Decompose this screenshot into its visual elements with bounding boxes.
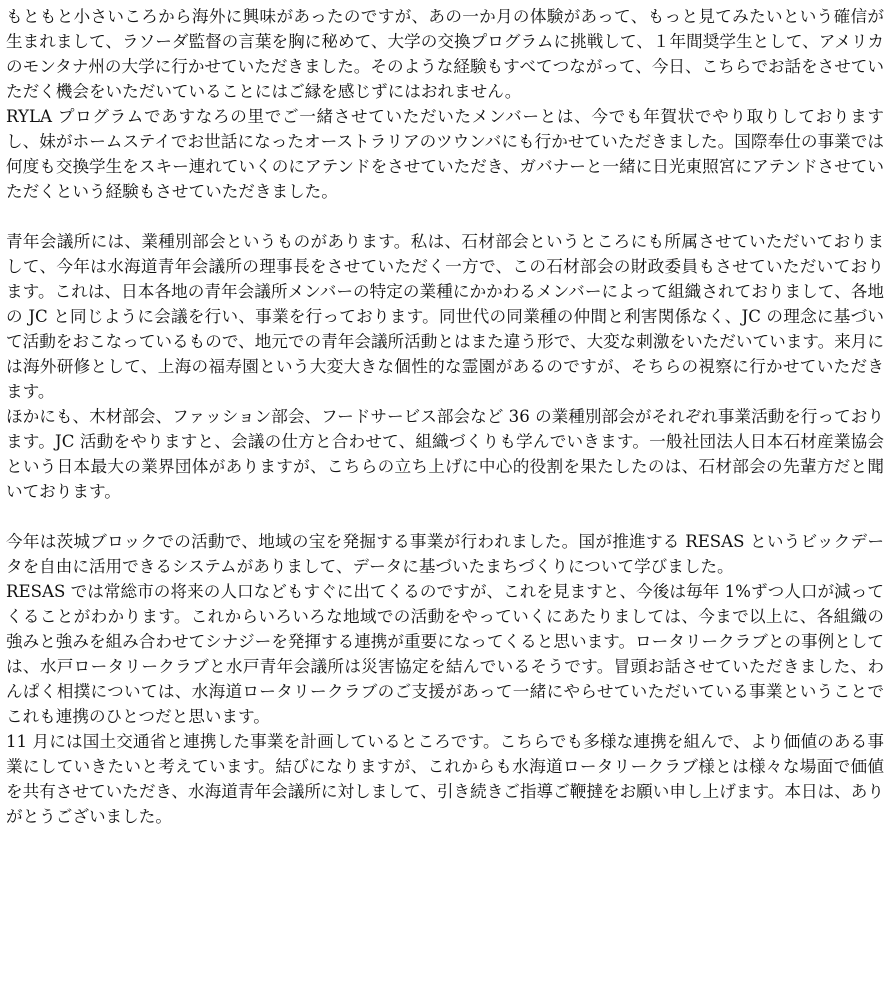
paragraph-ryla-program: RYLA プログラムであすなろの里でご一緒させていただいたメンバーとは、今でも年賀状でやり取りしておりますし、妹がホームステイでお世話になったオーストラリアのツウンバにも行かせていただきました。国際奉仕の事業では何度も交換学生をスキー連れていくのにアテンドをさせていただき、ガバナーと一緒に日光東照宮にアテンドさせていただくという経験もさせていただきました。 [6, 107, 884, 201]
paragraph-resas-collaboration: RESAS では常総市の将来の人口などもすぐに出てくるのですが、これを見ますと、今後は毎年 1%ずつ人口が減ってくることがわかります。これからいろいろな地域での活動をやっていくにあたりましては、今まで以上に、各組織の強みと強みを組み合わせてシナジーを発揮する連携が重要になってくると思います。ロータリークラブとの事例としては、水戸ロータリークラブと水戸青年会議所は災害協定を結んでいるそうです。冒頭お話させていただきました、わんぱく相撲については、水海道ロータリークラブのご支援があって一緒にやらせていただいている事業ということでこれも連携のひとつだと思います。 [6, 582, 884, 726]
paragraph-spacer [6, 204, 884, 229]
paragraph-other-subcommittees: ほかにも、木材部会、ファッション部会、フードサービス部会など 36 の業種別部会がそれぞれ事業活動を行っております。JC 活動をやりますと、会議の仕方と合わせて、組織づくりも学んでいきます。一般社団法人日本石材産業協会という日本最大の業界団体がありますが、こちらの立ち上げに中心的役割を果たしたのは、石材部会の先輩方だと聞いております。 [6, 407, 884, 501]
paragraph-spacer [6, 504, 884, 529]
paragraph-industry-subcommittee: 青年会議所には、業種別部会というものがあります。私は、石材部会というところにも所属させていただいておりまして、今年は水海道青年会議所の理事長をさせていただく一方で、この石材部会の財政委員もさせていただいております。これは、日本各地の青年会議所メンバーの特定の業種にかかわるメンバーによって組織されておりまして、各地の JC と同じように会議を行い、事業を行っております。同世代の同業種の仲間と利害関係なく、JC の理念に基づいて活動をおこなっているもので、地元での青年会議所活動とはまた違う形で、大変な刺激をいただいています。来月には海外研修として、上海の福寿園という大変大きな個性的な霊園があるのですが、そちらの視察に行かせていただきます。 [6, 232, 884, 401]
document-body [6, 4, 884, 829]
paragraph-ibaraki-block: 今年は茨城ブロックでの活動で、地域の宝を発掘する事業が行われました。国が推進する RESAS というビックデータを自由に活用できるシステムがありまして、データに基づいたまちづくりについて学びました。 [6, 532, 884, 576]
paragraph-overseas-experience: もともと小さいころから海外に興味があったのですが、あの一か月の体験があって、もっと見てみたいという確信が生まれまして、ラソーダ監督の言葉を胸に秘めて、大学の交換プログラムに挑戦して、１年間奨学生として、アメリカのモンタナ州の大学に行かせていただきました。そのような経験もすべてつながって、今日、こちらでお話をさせていただく機会をいただいていることにはご縁を感じずにはおれません。 [6, 7, 884, 101]
paragraph-closing: 11 月には国土交通省と連携した事業を計画しているところです。こちらでも多様な連携を組んで、より価値のある事業にしていきたいと考えています。結びになりますが、これからも水海道ロータリークラブ様とは様々な場面で価値を共有させていただき、水海道青年会議所に対しまして、引き続きご指導ご鞭撻をお願い申し上げます。本日は、ありがとうございました。 [6, 732, 884, 826]
